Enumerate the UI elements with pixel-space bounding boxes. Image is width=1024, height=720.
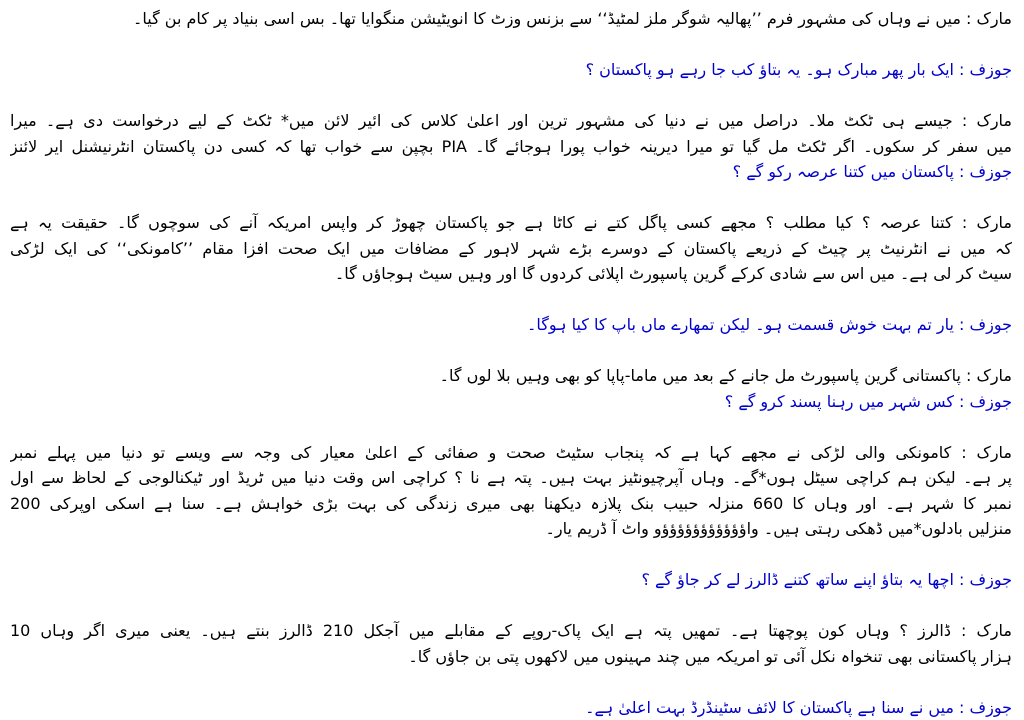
paragraph-gap [10, 185, 1012, 211]
mark-line-4: میں سفر کر سکوں۔ اگر ٹکٹ مل گیا تو میرا دیرینہ خواب پورا ہوجائے گا۔ PIA بچپن سے خواب تھا کہ کسی دن پاکستان انٹرنیشنل ایر لائنز [10, 134, 1012, 160]
mark-line-12: مارک : کامونکی والی لڑکی نے مجھے کہا ہے کہ پنجاب سٹیٹ صحت و صفائی کے اعلیٰ معیار کی وجہ سے ویسے تو دنیا میں پہلے نمبر [10, 440, 1012, 466]
paragraph-gap [10, 287, 1012, 313]
mark-line-18: ہزار پاکستانی بھی تنخواہ نکل آئی تو امریکہ میں چند مہینوں میں لاکھوں پتی بن جاؤں گا۔ [10, 644, 1012, 670]
mark-line-1: مارک : میں نے وہاں کی مشہور فرم ’’پھالیہ شوگر ملز لمٹیڈ‘‘ سے بزنس وزٹ کا انویٹیشن منگوایا تھا۔ بس اسی بنیاد پر کام بن گیا۔ [10, 6, 1012, 32]
paragraph-gap [10, 338, 1012, 364]
mark-line-15: منزلیں بادلوں*میں ڈھکی رہتی ہیں۔ واؤؤؤؤؤؤؤؤؤؤؤو واٹ آ ڈریم یار۔ [10, 516, 1012, 542]
mark-line-7: کہ میں نے انٹرنیٹ پر چیٹ کے ذریعے پاکستان کے دوسرے بڑے شہر لاہور کے مضافات میں ایک صحت افزا مقام ’’کامونکی‘‘ کی ایک لڑکی [10, 236, 1012, 262]
joseph-line-5: جوزف : پاکستان میں کتنا عرصہ رکو گے ؟ [10, 159, 1012, 185]
mark-line-6: مارک : کتنا عرصہ ؟ کیا مطلب ؟ مجھے کسی پاگل کتے نے کاٹا ہے جو پاکستان چھوڑ کر واپس امریکہ آنے کی سوچوں گا۔ حقیقت یہ ہے [10, 210, 1012, 236]
paragraph-gap [10, 414, 1012, 440]
joseph-line-16: جوزف : اچھا یہ بتاؤ اپنے ساتھ کتنے ڈالرز لے کر جاؤ گے ؟ [10, 567, 1012, 593]
joseph-line-9: جوزف : یار تم بہت خوش قسمت ہو۔ لیکن تمھارے ماں باپ کا کیا ہوگا۔ [10, 312, 1012, 338]
mark-line-10: مارک : پاکستانی گرین پاسپورٹ مل جانے کے بعد میں ماما-پاپا کو بھی وہیں بلا لوں گا۔ [10, 363, 1012, 389]
paragraph-gap [10, 542, 1012, 568]
mark-line-17: مارک : ڈالرز ؟ وہاں کون پوچھتا ہے۔ تمھیں پتہ ہے ایک پاک-روپے کے مقابلے میں آجکل 210 ڈالرز بنتے ہیں۔ یعنی میری اگر وہاں 10 [10, 618, 1012, 644]
mark-line-13: پر ہے۔ لیکن ہم کراچی سیٹل ہوں*گے۔ وہاں آپرچیونٹیز بہت ہیں۔ پتہ ہے نا ؟ کراچی اس وقت دنیا میں ٹریڈ اور ٹیکنالوجی کے لحاظ سے اول [10, 465, 1012, 491]
joseph-line-11: جوزف : کس شہر میں رہنا پسند کرو گے ؟ [10, 389, 1012, 415]
paragraph-gap [10, 83, 1012, 109]
mark-line-3: مارک : جیسے ہی ٹکٹ ملا۔ دراصل میں نے دنیا کی مشہور ترین اور اعلیٰ کلاس کی ائیر لائن میں* ٹکٹ کے لیے درخواست دی ہے۔ میرا [10, 108, 1012, 134]
joseph-line-2: جوزف : ایک بار پھر مبارک ہو۔ یہ بتاؤ کب جا رہے ہو پاکستان ؟ [10, 57, 1012, 83]
paragraph-gap [10, 593, 1012, 619]
paragraph-gap [10, 32, 1012, 58]
joseph-line-19: جوزف : میں نے سنا ہے پاکستان کا لائف سٹینڈرڈ بہت اعلیٰ ہے۔ [10, 695, 1012, 720]
paragraph-gap [10, 669, 1012, 695]
mark-line-8: سیٹ کر لی ہے۔ میں اس سے شادی کرکے گرین پاسپورٹ اپلائی کردوں گا اور وہیں سیٹ ہوجاؤں گا۔ [10, 261, 1012, 287]
mark-line-14: نمبر کا شہر ہے۔ اور وہاں کا 660 منزلہ حبیب بنک پلازہ دیکھنا بھی میری زندگی کی بہت بڑی خواہش ہے۔ سنا ہے اسکی اوپرکی 200 [10, 491, 1012, 517]
